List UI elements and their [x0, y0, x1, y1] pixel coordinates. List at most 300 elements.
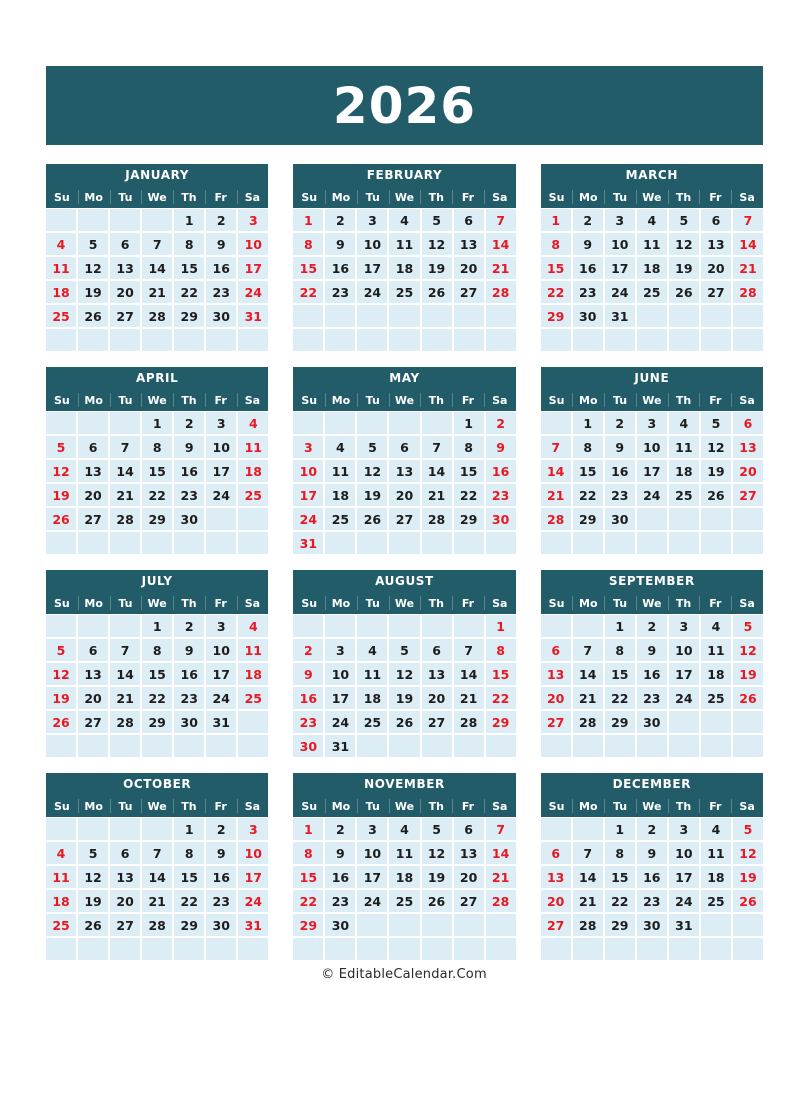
date-cell: 2	[325, 209, 355, 231]
date-cell: 18	[701, 866, 731, 888]
date-cell: 17	[357, 257, 387, 279]
empty-date-cell	[142, 329, 172, 351]
date-cell: 25	[389, 281, 419, 303]
date-cell: 4	[46, 842, 76, 864]
date-cell: 30	[206, 914, 236, 936]
date-cell: 18	[389, 866, 419, 888]
weekday-label: Fr	[699, 795, 731, 817]
date-cell: 19	[422, 866, 452, 888]
empty-date-cell	[110, 615, 140, 637]
date-cell: 21	[142, 890, 172, 912]
empty-date-cell	[174, 532, 204, 554]
empty-date-cell	[238, 711, 268, 733]
empty-date-cell	[46, 818, 76, 840]
weekday-label: Mo	[572, 389, 604, 411]
date-cell: 27	[454, 281, 484, 303]
date-cell: 22	[174, 281, 204, 303]
date-cell: 18	[238, 663, 268, 685]
empty-date-cell	[357, 735, 387, 757]
date-cell: 8	[293, 233, 323, 255]
date-cell: 13	[733, 436, 763, 458]
empty-date-cell	[206, 329, 236, 351]
date-cell: 18	[325, 484, 355, 506]
date-cell: 15	[605, 663, 635, 685]
date-cell: 5	[46, 639, 76, 661]
empty-date-cell	[605, 938, 635, 960]
date-cell: 28	[422, 508, 452, 530]
date-cell: 4	[389, 209, 419, 231]
date-cell: 7	[454, 639, 484, 661]
date-cell: 8	[174, 842, 204, 864]
empty-date-cell	[573, 735, 603, 757]
date-cell: 17	[206, 460, 236, 482]
date-cell: 24	[238, 281, 268, 303]
date-cell: 23	[206, 890, 236, 912]
calendar-page	[0, 66, 808, 1111]
date-cell: 4	[238, 615, 268, 637]
empty-date-cell	[733, 914, 763, 936]
date-cell: 8	[541, 233, 571, 255]
date-cell: 21	[541, 484, 571, 506]
weekday-label: Fr	[205, 592, 237, 614]
date-cell: 30	[325, 914, 355, 936]
date-cell: 5	[357, 436, 387, 458]
date-cell: 2	[605, 412, 635, 434]
empty-date-cell	[637, 532, 667, 554]
empty-date-cell	[389, 615, 419, 637]
footer-credit: © EditableCalendar.Com	[321, 967, 487, 982]
date-cell: 22	[605, 890, 635, 912]
date-cell: 24	[605, 281, 635, 303]
date-cell: 19	[357, 484, 387, 506]
date-cell: 29	[174, 305, 204, 327]
date-cell: 30	[605, 508, 635, 530]
empty-date-cell	[541, 818, 571, 840]
date-cell: 22	[573, 484, 603, 506]
empty-date-cell	[422, 735, 452, 757]
empty-date-cell	[701, 329, 731, 351]
date-cell: 27	[541, 914, 571, 936]
date-cell: 20	[78, 687, 108, 709]
date-cell: 5	[733, 818, 763, 840]
empty-date-cell	[110, 329, 140, 351]
date-cell: 10	[637, 436, 667, 458]
date-cell: 28	[110, 711, 140, 733]
date-cell: 27	[701, 281, 731, 303]
date-cell: 13	[110, 866, 140, 888]
date-cell: 13	[541, 866, 571, 888]
date-cell: 9	[325, 233, 355, 255]
empty-date-cell	[78, 818, 108, 840]
date-cell: 9	[605, 436, 635, 458]
weekday-label: Fr	[452, 389, 484, 411]
date-cell: 4	[701, 818, 731, 840]
year-banner	[46, 66, 763, 145]
empty-date-cell	[142, 532, 172, 554]
date-cell: 13	[454, 842, 484, 864]
empty-date-cell	[486, 329, 516, 351]
empty-date-cell	[637, 735, 667, 757]
date-cell: 27	[733, 484, 763, 506]
date-cell: 4	[389, 818, 419, 840]
date-cell: 27	[422, 711, 452, 733]
empty-date-cell	[454, 735, 484, 757]
empty-date-cell	[78, 938, 108, 960]
empty-date-cell	[174, 329, 204, 351]
empty-date-cell	[422, 305, 452, 327]
empty-date-cell	[142, 735, 172, 757]
empty-date-cell	[486, 305, 516, 327]
date-cell: 5	[669, 209, 699, 231]
date-cell: 24	[357, 281, 387, 303]
date-cell: 29	[573, 508, 603, 530]
date-cell: 9	[637, 639, 667, 661]
date-cell: 25	[357, 711, 387, 733]
date-cell: 24	[325, 711, 355, 733]
date-cell: 18	[389, 257, 419, 279]
weekday-label: Mo	[325, 592, 357, 614]
date-cell: 14	[142, 866, 172, 888]
empty-date-cell	[293, 938, 323, 960]
date-cell: 26	[78, 305, 108, 327]
date-cell: 8	[573, 436, 603, 458]
weekday-label: Mo	[325, 795, 357, 817]
date-grid	[293, 818, 515, 960]
empty-date-cell	[206, 735, 236, 757]
date-cell: 18	[669, 460, 699, 482]
date-cell: 18	[46, 890, 76, 912]
date-cell: 22	[142, 484, 172, 506]
date-cell: 30	[206, 305, 236, 327]
date-cell: 2	[325, 818, 355, 840]
date-cell: 27	[454, 890, 484, 912]
weekday-label: Fr	[699, 389, 731, 411]
date-cell: 31	[293, 532, 323, 554]
date-cell: 23	[637, 890, 667, 912]
weekday-label: Tu	[357, 186, 389, 208]
weekday-label: Mo	[572, 592, 604, 614]
date-cell: 30	[573, 305, 603, 327]
month-block	[293, 773, 515, 960]
date-cell: 13	[389, 460, 419, 482]
date-cell: 18	[238, 460, 268, 482]
date-cell: 9	[206, 233, 236, 255]
empty-date-cell	[733, 305, 763, 327]
date-cell: 29	[605, 711, 635, 733]
date-cell: 11	[389, 233, 419, 255]
empty-date-cell	[110, 735, 140, 757]
date-cell: 11	[389, 842, 419, 864]
date-grid	[46, 615, 268, 757]
weekday-label: Mo	[325, 389, 357, 411]
weekday-row	[46, 186, 268, 208]
weekday-row	[541, 389, 763, 411]
date-cell: 17	[238, 257, 268, 279]
date-grid	[293, 209, 515, 351]
date-cell: 3	[325, 639, 355, 661]
weekday-label: Su	[548, 393, 565, 407]
date-cell: 24	[669, 890, 699, 912]
date-cell: 5	[422, 209, 452, 231]
weekday-label: Sa	[731, 795, 763, 817]
date-cell: 12	[389, 663, 419, 685]
date-cell: 19	[422, 257, 452, 279]
date-cell: 24	[238, 890, 268, 912]
empty-date-cell	[142, 818, 172, 840]
date-cell: 19	[46, 687, 76, 709]
weekday-label: Th	[668, 795, 700, 817]
date-cell: 21	[486, 866, 516, 888]
date-cell: 14	[541, 460, 571, 482]
date-cell: 4	[637, 209, 667, 231]
date-cell: 3	[637, 412, 667, 434]
weekday-label: Sa	[484, 389, 516, 411]
weekday-label: Sa	[731, 592, 763, 614]
date-cell: 18	[701, 663, 731, 685]
empty-date-cell	[701, 914, 731, 936]
empty-date-cell	[422, 412, 452, 434]
weekday-label: Su	[53, 190, 70, 204]
date-cell: 3	[238, 209, 268, 231]
empty-date-cell	[78, 209, 108, 231]
weekday-label: Su	[53, 799, 70, 813]
empty-date-cell	[454, 329, 484, 351]
date-cell: 1	[174, 209, 204, 231]
date-cell: 16	[293, 687, 323, 709]
date-cell: 3	[293, 436, 323, 458]
empty-date-cell	[541, 735, 571, 757]
month-title: JANUARY	[46, 164, 268, 186]
date-cell: 17	[637, 460, 667, 482]
empty-date-cell	[605, 329, 635, 351]
date-cell: 6	[701, 209, 731, 231]
date-cell: 28	[486, 281, 516, 303]
date-cell: 29	[174, 914, 204, 936]
weekday-label: Tu	[604, 186, 636, 208]
date-cell: 5	[78, 233, 108, 255]
date-cell: 27	[541, 711, 571, 733]
date-cell: 15	[486, 663, 516, 685]
date-cell: 22	[541, 281, 571, 303]
date-cell: 20	[78, 484, 108, 506]
date-cell: 7	[573, 842, 603, 864]
weekday-label: Mo	[325, 186, 357, 208]
weekday-label: Fr	[452, 795, 484, 817]
date-cell: 20	[454, 866, 484, 888]
date-cell: 27	[389, 508, 419, 530]
weekday-label: Tu	[604, 795, 636, 817]
date-cell: 10	[357, 233, 387, 255]
date-cell: 15	[454, 460, 484, 482]
date-cell: 11	[701, 639, 731, 661]
date-cell: 30	[486, 508, 516, 530]
date-cell: 6	[78, 436, 108, 458]
date-cell: 21	[573, 890, 603, 912]
weekday-row	[293, 389, 515, 411]
empty-date-cell	[637, 938, 667, 960]
date-cell: 28	[110, 508, 140, 530]
date-cell: 25	[238, 687, 268, 709]
empty-date-cell	[389, 938, 419, 960]
date-cell: 13	[541, 663, 571, 685]
date-cell: 27	[78, 508, 108, 530]
date-cell: 23	[605, 484, 635, 506]
month-block	[541, 164, 763, 351]
empty-date-cell	[669, 532, 699, 554]
empty-date-cell	[110, 209, 140, 231]
month-title: JULY	[46, 570, 268, 592]
weekday-label: We	[141, 592, 173, 614]
month-block	[46, 164, 268, 351]
date-cell: 10	[605, 233, 635, 255]
empty-date-cell	[238, 329, 268, 351]
date-cell: 18	[46, 281, 76, 303]
empty-date-cell	[78, 532, 108, 554]
date-grid	[46, 818, 268, 960]
date-cell: 16	[325, 866, 355, 888]
date-cell: 15	[293, 257, 323, 279]
empty-date-cell	[325, 329, 355, 351]
date-cell: 30	[293, 735, 323, 757]
date-cell: 16	[206, 257, 236, 279]
empty-date-cell	[422, 938, 452, 960]
date-cell: 1	[454, 412, 484, 434]
date-cell: 24	[206, 687, 236, 709]
date-cell: 2	[486, 412, 516, 434]
month-block	[541, 570, 763, 757]
date-cell: 14	[422, 460, 452, 482]
date-cell: 30	[637, 711, 667, 733]
weekday-label: Tu	[604, 389, 636, 411]
date-cell: 23	[637, 687, 667, 709]
date-cell: 19	[733, 866, 763, 888]
empty-date-cell	[46, 615, 76, 637]
date-cell: 2	[174, 412, 204, 434]
weekday-label: Th	[173, 186, 205, 208]
weekday-label: We	[389, 795, 421, 817]
date-cell: 9	[293, 663, 323, 685]
date-cell: 21	[454, 687, 484, 709]
empty-date-cell	[701, 735, 731, 757]
date-cell: 1	[541, 209, 571, 231]
date-cell: 31	[325, 735, 355, 757]
date-cell: 2	[174, 615, 204, 637]
weekday-row	[293, 186, 515, 208]
date-cell: 27	[78, 711, 108, 733]
date-cell: 16	[174, 460, 204, 482]
date-cell: 24	[669, 687, 699, 709]
date-cell: 14	[110, 460, 140, 482]
empty-date-cell	[293, 329, 323, 351]
date-cell: 9	[174, 639, 204, 661]
date-cell: 12	[78, 257, 108, 279]
date-cell: 14	[573, 866, 603, 888]
weekday-row	[293, 795, 515, 817]
weekday-label: Mo	[78, 592, 110, 614]
date-cell: 22	[293, 890, 323, 912]
date-cell: 10	[238, 842, 268, 864]
empty-date-cell	[206, 532, 236, 554]
weekday-row	[541, 186, 763, 208]
empty-date-cell	[605, 735, 635, 757]
empty-date-cell	[733, 735, 763, 757]
date-cell: 11	[46, 866, 76, 888]
weekday-label: Th	[173, 592, 205, 614]
empty-date-cell	[486, 938, 516, 960]
weekday-row	[46, 389, 268, 411]
date-cell: 3	[669, 818, 699, 840]
weekday-label: Th	[668, 186, 700, 208]
weekday-label: Fr	[205, 389, 237, 411]
date-cell: 9	[573, 233, 603, 255]
date-cell: 4	[669, 412, 699, 434]
date-cell: 17	[605, 257, 635, 279]
weekday-label: Th	[668, 592, 700, 614]
empty-date-cell	[637, 305, 667, 327]
empty-date-cell	[325, 305, 355, 327]
empty-date-cell	[669, 938, 699, 960]
weekday-label: Sa	[484, 592, 516, 614]
date-grid	[541, 818, 763, 960]
empty-date-cell	[669, 305, 699, 327]
weekday-label: Th	[173, 795, 205, 817]
weekday-label: We	[389, 389, 421, 411]
date-cell: 13	[454, 233, 484, 255]
weekday-row	[541, 592, 763, 614]
date-cell: 20	[389, 484, 419, 506]
date-cell: 21	[142, 281, 172, 303]
date-cell: 8	[605, 639, 635, 661]
date-cell: 24	[637, 484, 667, 506]
empty-date-cell	[669, 711, 699, 733]
date-cell: 17	[206, 663, 236, 685]
weekday-label: Th	[420, 795, 452, 817]
weekday-row	[293, 592, 515, 614]
weekday-label: Th	[420, 592, 452, 614]
date-cell: 10	[293, 460, 323, 482]
empty-date-cell	[46, 329, 76, 351]
weekday-label: We	[141, 389, 173, 411]
date-cell: 13	[78, 663, 108, 685]
month-title: SEPTEMBER	[541, 570, 763, 592]
date-cell: 16	[637, 663, 667, 685]
empty-date-cell	[637, 329, 667, 351]
weekday-label: Mo	[572, 795, 604, 817]
date-cell: 9	[486, 436, 516, 458]
date-cell: 7	[142, 842, 172, 864]
date-cell: 12	[422, 842, 452, 864]
empty-date-cell	[357, 532, 387, 554]
date-cell: 12	[669, 233, 699, 255]
date-cell: 26	[733, 890, 763, 912]
date-cell: 1	[142, 615, 172, 637]
empty-date-cell	[238, 508, 268, 530]
date-cell: 29	[454, 508, 484, 530]
date-cell: 21	[573, 687, 603, 709]
date-cell: 13	[422, 663, 452, 685]
empty-date-cell	[486, 532, 516, 554]
date-cell: 2	[206, 818, 236, 840]
date-cell: 31	[206, 711, 236, 733]
date-cell: 1	[573, 412, 603, 434]
empty-date-cell	[293, 615, 323, 637]
weekday-label: Su	[548, 596, 565, 610]
empty-date-cell	[357, 412, 387, 434]
empty-date-cell	[325, 532, 355, 554]
empty-date-cell	[733, 532, 763, 554]
date-cell: 19	[78, 890, 108, 912]
date-cell: 8	[142, 639, 172, 661]
